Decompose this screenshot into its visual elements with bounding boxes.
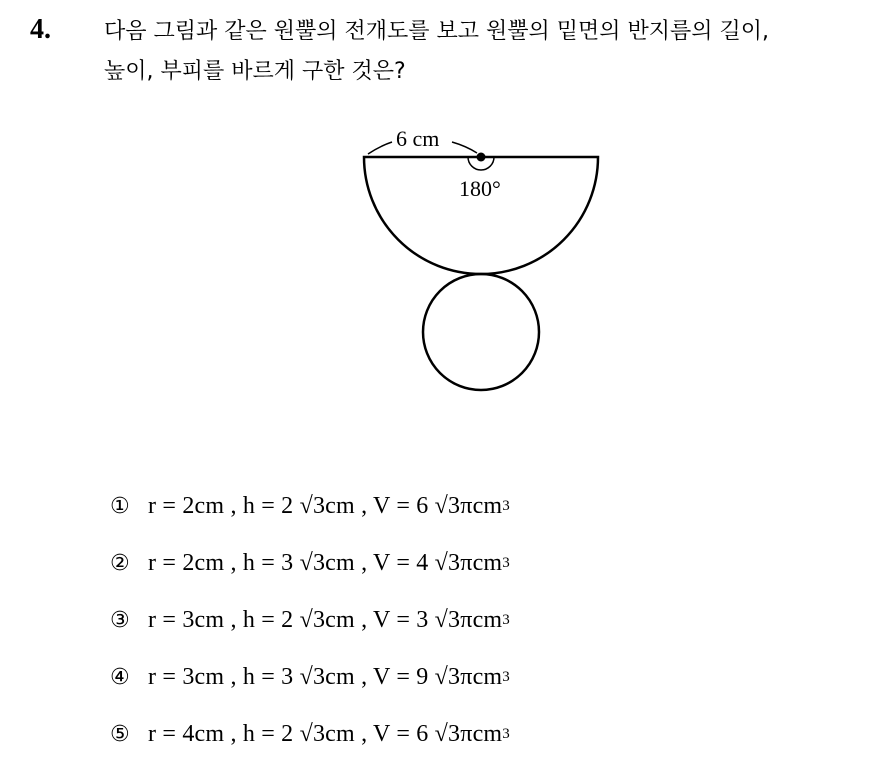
angle-label: 180° <box>459 176 501 201</box>
choice-3-exponent: 3 <box>502 612 510 628</box>
choice-5-mark: ⑤ <box>110 722 130 747</box>
choice-4-exponent: 3 <box>502 669 510 685</box>
choice-4[interactable] <box>110 649 510 706</box>
radius-label: 6 cm <box>396 126 440 151</box>
choice-2-mark: ② <box>110 551 130 576</box>
choice-2-text: r = 2cm , h = 3 √3cm , V = 4 √3πcm <box>148 550 503 576</box>
question-line-1: 다음 그림과 같은 원뿔의 전개도를 보고 원뿔의 밑면의 반지름의 길이, <box>104 19 769 44</box>
choice-list <box>110 478 510 763</box>
radius-dimension-right <box>452 142 477 153</box>
choice-1-mark: ① <box>110 494 130 519</box>
choice-5[interactable] <box>110 706 510 763</box>
choice-1-exponent: 3 <box>502 498 510 514</box>
radius-dimension-left <box>368 142 392 154</box>
choice-1-text: r = 2cm , h = 2 √3cm , V = 6 √3πcm <box>148 493 503 519</box>
choice-3-text: r = 3cm , h = 2 √3cm , V = 3 √3πcm <box>148 607 503 633</box>
choice-4-mark: ④ <box>110 665 130 690</box>
question-line-2: 높이, 부피를 바르게 구한 것은? <box>104 59 406 84</box>
semicircle-sector <box>364 157 598 274</box>
choice-5-exponent: 3 <box>502 726 510 742</box>
choice-3-mark: ③ <box>110 608 130 633</box>
base-circle <box>423 274 539 390</box>
choice-4-text: r = 3cm , h = 3 √3cm , V = 9 √3πcm <box>148 664 503 690</box>
center-point <box>477 153 486 162</box>
choice-2[interactable] <box>110 535 510 592</box>
choice-5-text: r = 4cm , h = 2 √3cm , V = 6 √3πcm <box>148 721 503 747</box>
question-number: 4. <box>30 14 51 45</box>
choice-1[interactable] <box>110 478 510 535</box>
choice-2-exponent: 3 <box>502 555 510 571</box>
choice-3[interactable] <box>110 592 510 649</box>
